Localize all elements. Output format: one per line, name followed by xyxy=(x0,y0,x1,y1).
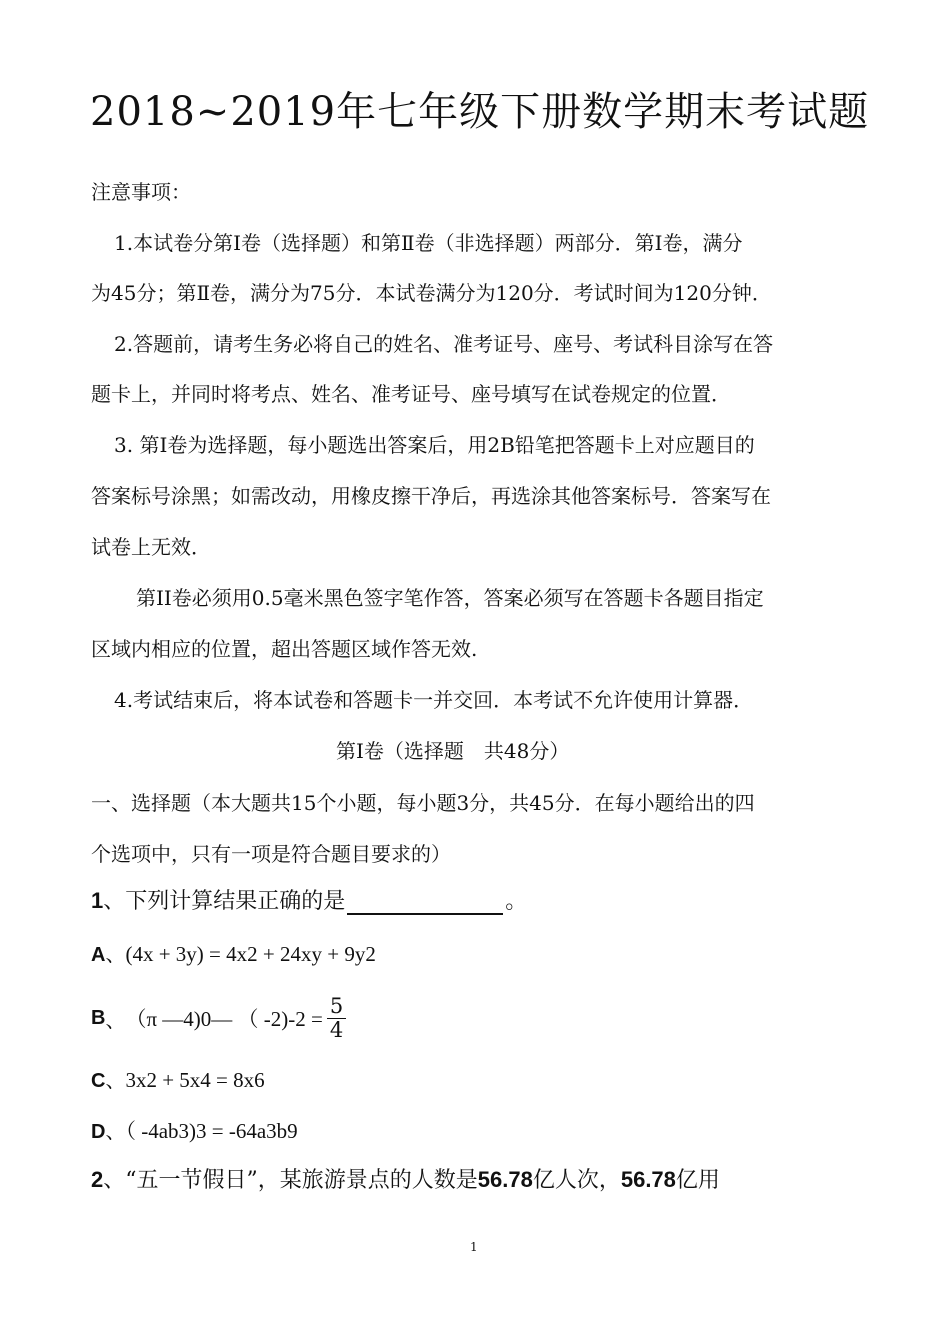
option-a-expression: (4x + 3y) = 4x2 + 24xy + 9y2 xyxy=(125,942,376,966)
note-1-line-1: 1.本试卷分第Ⅰ卷（选择题）和第Ⅱ卷（非选择题）两部分．第Ⅰ卷，满分 xyxy=(114,231,743,255)
part1-instructions-line-1: 一、选择题（本大题共15个小题，每小题3分，共45分．在每小题给出的四 xyxy=(91,791,755,815)
option-c-expression: 3x2 + 5x4 = 8x6 xyxy=(125,1068,265,1092)
question-2-value-1: 56.78 xyxy=(477,1167,533,1192)
option-d-expression: （ -4ab3)3 = -64a3b9 xyxy=(125,1119,298,1143)
option-c-separator: 、 xyxy=(105,1068,126,1092)
part1-instructions-line-2: 个选项中，只有一项是符合题目要求的） xyxy=(91,842,451,866)
option-d xyxy=(91,1115,298,1145)
option-b-denominator: 4 xyxy=(329,1017,344,1042)
question-2-text-2: 亿人次， xyxy=(532,1168,621,1193)
option-a-letter: A xyxy=(91,944,106,966)
option-b-separator: 、 xyxy=(105,1007,126,1032)
notice-heading: 注意事项： xyxy=(91,180,191,204)
page-number: 1 xyxy=(470,1240,478,1254)
option-a xyxy=(91,938,376,967)
answer-blank xyxy=(347,887,503,915)
question-1-number: 1 xyxy=(91,888,104,913)
page-title: 2018~2019年七年级下册数学期末考试题 xyxy=(90,89,870,135)
question-2-separator: 、 xyxy=(103,1168,126,1193)
question-1-end: 。 xyxy=(505,889,528,914)
question-2-value-2: 56.78 xyxy=(620,1167,676,1192)
note-3b-line-2: 区域内相应的位置，超出答题区域作答无效. xyxy=(91,637,478,661)
question-2-text-1: “五一节假日”，某旅游景点的人数是 xyxy=(125,1168,478,1193)
note-4-line-1: 4.考试结束后，将本试卷和答题卡一并交回．本考试不允许使用计算器． xyxy=(114,688,754,712)
question-2-number: 2 xyxy=(91,1167,104,1192)
option-b-fraction xyxy=(327,995,346,1040)
option-b-letter: B xyxy=(91,1006,106,1029)
note-2-line-2: 题卡上，并同时将考点、姓名、准考证号、座号填写在试卷规定的位置． xyxy=(91,382,731,406)
question-2-text-3: 亿用 xyxy=(675,1168,720,1193)
option-d-letter: D xyxy=(91,1121,106,1143)
note-3b-line-1: 第II卷必须用0.5毫米黑色签字笔作答，答案必须写在答题卡各题目指定 xyxy=(136,586,764,610)
note-3-line-2: 答案标号涂黑；如需改动，用橡皮擦干净后，再选涂其他答案标号．答案写在 xyxy=(91,484,771,508)
question-1-separator: 、 xyxy=(103,889,126,914)
option-d-separator: 、 xyxy=(105,1119,126,1143)
option-c-letter: C xyxy=(91,1070,106,1092)
question-1 xyxy=(91,884,527,915)
note-3-line-1: 3. 第Ⅰ卷为选择题，每小题选出答案后，用2B铅笔把答题卡上对应题目的 xyxy=(114,433,755,457)
question-1-stem: 下列计算结果正确的是 xyxy=(125,888,346,913)
question-2 xyxy=(91,1163,720,1194)
note-2-line-1: 2.答题前，请考生务必将自己的姓名、准考证号、座号、考试科目涂写在答 xyxy=(114,332,774,356)
section-title: 第Ⅰ卷（选择题 共48分） xyxy=(336,739,570,763)
note-1-line-2: 为45分；第Ⅱ卷，满分为75分．本试卷满分为120分．考试时间为120分钟． xyxy=(91,281,772,305)
option-b-expression: （π —4)0— （ -2)-2 = xyxy=(125,1007,323,1031)
note-3-line-3: 试卷上无效． xyxy=(91,535,211,559)
option-c xyxy=(91,1064,265,1093)
option-b-numerator: 5 xyxy=(327,995,346,1018)
option-b xyxy=(91,988,346,1048)
option-a-separator: 、 xyxy=(105,942,126,966)
